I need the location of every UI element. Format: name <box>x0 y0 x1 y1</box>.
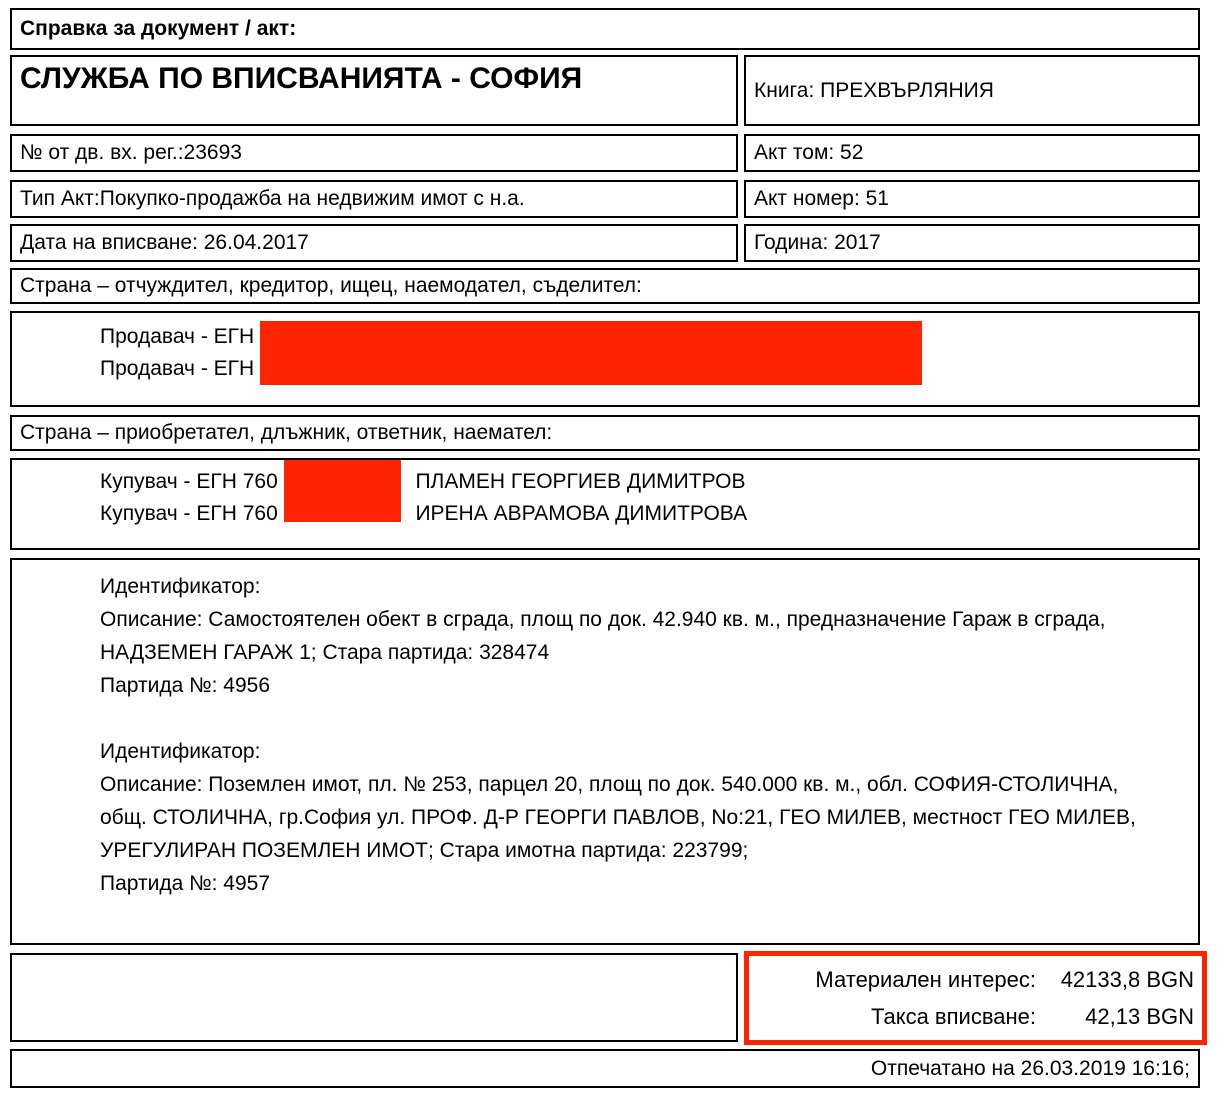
buyers-section-heading-box <box>10 415 1200 451</box>
book-value: Книга: ПРЕХВЪРЛЯНИЯ <box>754 78 994 102</box>
printed-footer-box <box>10 1049 1200 1088</box>
identifiers-box <box>10 558 1200 945</box>
printed-timestamp: Отпечатано на 26.03.2019 16:16; <box>870 1056 1190 1080</box>
buyers-redaction-anchor <box>284 487 401 488</box>
act-type-box <box>10 180 738 218</box>
book-box <box>744 55 1200 126</box>
buyers-redaction-block <box>284 460 401 522</box>
empty-bottom-left-box <box>10 953 738 1042</box>
year-box <box>744 224 1200 262</box>
act-number-value: Акт номер: 51 <box>754 187 889 210</box>
identifier-batch: Партида №: 4956 <box>100 674 271 697</box>
sellers-section-heading: Страна – отчуждител, кредитор, ищец, наемодател, съделител: <box>20 274 642 297</box>
document-title: Справка за документ / акт: <box>20 17 297 40</box>
material-interest-value: 42133,8 BGN <box>1060 967 1194 992</box>
seller-prefix: Продавач - ЕГН <box>100 357 255 380</box>
sellers-redaction-anchor <box>260 342 922 343</box>
buyer-row <box>100 498 1178 530</box>
identifier-block <box>100 735 1156 900</box>
buyer-prefix: Купувач - ЕГН 760 <box>100 470 278 493</box>
identifier-block <box>100 570 1156 702</box>
entry-date-value: Дата на вписване: 26.04.2017 <box>20 231 309 254</box>
identifier-label: Идентификатор: <box>100 575 261 598</box>
sellers-redaction-block <box>260 321 922 385</box>
sellers-box <box>10 311 1200 407</box>
buyer-name: ПЛАМЕН ГЕОРГИЕВ ДИМИТРОВ <box>415 470 746 493</box>
identifier-batch: Партида №: 4957 <box>100 872 271 895</box>
buyer-name: ИРЕНА АВРАМОВА ДИМИТРОВА <box>415 502 748 525</box>
act-type-value: Тип Акт:Покупко-продажба на недвижим имот с н.а. <box>20 187 525 210</box>
reg-number-box <box>10 134 738 172</box>
buyer-row <box>100 466 1178 498</box>
sellers-section-heading-box <box>10 268 1200 304</box>
act-volume-value: Акт том: 52 <box>754 141 864 164</box>
reg-number-value: № от дв. вх. рег.:23693 <box>20 141 242 164</box>
registration-fee-label: Такса вписване: <box>871 1004 1036 1029</box>
material-interest-label: Материален интерес: <box>815 967 1036 992</box>
buyer-prefix: Купувач - ЕГН 760 <box>100 502 278 525</box>
identifier-description: Описание: Поземлен имот, пл. № 253, парцел 20, площ по док. 540.000 кв. м., обл. СОФИЯ-СТОЛИЧНА, общ. СТОЛИЧНА, гр.София ул. ПРОФ. Д-Р ГЕОРГИ ПАВЛОВ, No:21, ГЕО МИЛЕВ, местност ГЕО МИЛЕВ, УРЕГУЛИРАН ПОЗЕМЛЕН ИМОТ; Стара имотна партида: 223799; <box>100 773 1136 862</box>
identifier-label: Идентификатор: <box>100 740 261 763</box>
entry-date-box <box>10 224 738 262</box>
registration-fee-row <box>757 998 1194 1035</box>
act-volume-box <box>744 134 1200 172</box>
act-number-box <box>744 180 1200 218</box>
year-value: Година: 2017 <box>754 231 881 254</box>
seller-prefix: Продавач - ЕГН <box>100 325 255 348</box>
registry-office-box <box>10 55 738 126</box>
identifier-description: Описание: Самостоятелен обект в сграда, площ по док. 42.940 кв. м., предназначение Гараж в сграда, НАДЗЕМЕН ГАРАЖ 1; Стара партида: 328474 <box>100 608 1106 664</box>
seller-row <box>100 321 1178 353</box>
buyers-redaction-spacer <box>284 519 401 520</box>
fees-highlight-box <box>744 951 1207 1045</box>
buyers-box <box>10 458 1200 550</box>
document-title-box <box>10 8 1200 50</box>
buyers-section-heading: Страна – приобретател, длъжник, ответник, наемател: <box>20 421 553 444</box>
registration-fee-value: 42,13 BGN <box>1085 1004 1194 1029</box>
registry-office-name: СЛУЖБА ПО ВПИСВАНИЯТА - СОФИЯ <box>20 62 583 95</box>
material-interest-row <box>757 961 1194 998</box>
